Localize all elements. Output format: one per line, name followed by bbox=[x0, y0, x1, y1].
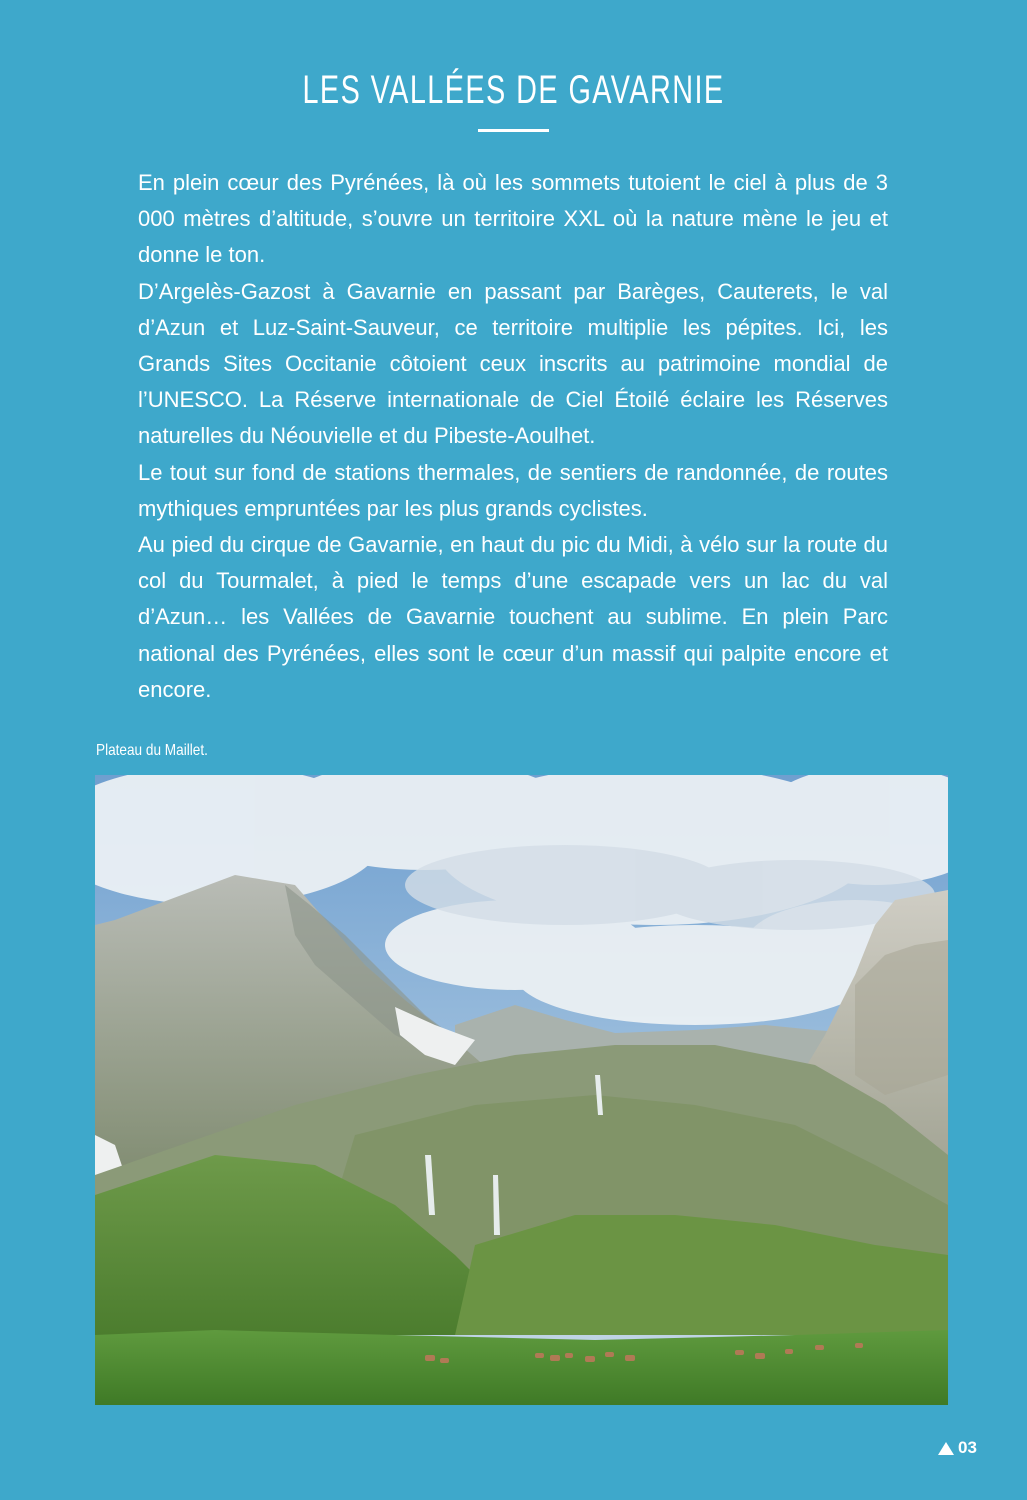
triangle-icon bbox=[938, 1442, 954, 1455]
paragraph-3: Le tout sur fond de stations thermales, de sentiers de randonnée, de routes mythiques empruntées par les plus grands cyclistes. bbox=[138, 459, 888, 521]
body-text bbox=[138, 165, 888, 708]
title-underline bbox=[478, 129, 549, 132]
mountain-landscape-illustration bbox=[95, 775, 948, 1405]
page-title: LES VALLÉES DE GAVARNIE bbox=[302, 68, 725, 112]
mountain-photo bbox=[95, 775, 948, 1405]
paragraph-1: En plein cœur des Pyrénées, là où les sommets tutoient le ciel à plus de 3 000 mètres d’altitude, s’ouvre un territoire XXL où la nature mène le jeu et donne le ton. bbox=[138, 170, 888, 268]
page-number bbox=[938, 1438, 977, 1458]
paragraph-4: Au pied du cirque de Gavarnie, en haut du pic du Midi, à vélo sur la route du col du Tourmalet, à pied le temps d’une escapade vers un lac du val d’Azun… les Vallées de Gavarnie touchent au sublime. En plein Parc national des Pyrénées, elles sont le cœur d’un massif qui palpite encore et encore. bbox=[138, 532, 888, 702]
photo-caption: Plateau du Maillet. bbox=[96, 742, 208, 759]
page-number-value: 03 bbox=[958, 1438, 977, 1457]
paragraph-2: D’Argelès-Gazost à Gavarnie en passant par Barèges, Cauterets, le val d’Azun et Luz-Saint-Sauveur, ce territoire multiplie les pépites. Ici, les Grands Sites Occitanie côtoient ceux inscrits au patrimoine mondial de l’UNESCO. La Réserve internationale de Ciel Étoilé éclaire les Réserves naturelles du Néouvielle et du Pibeste-Aoulhet. bbox=[138, 278, 888, 449]
